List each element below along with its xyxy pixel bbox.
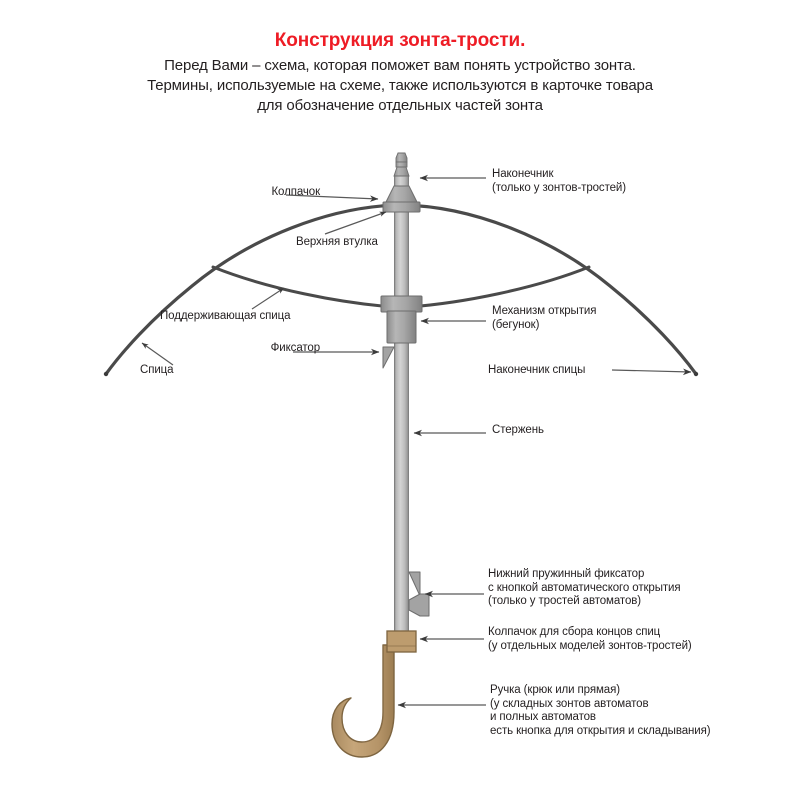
leader-podderzh: [252, 288, 284, 309]
page-title: Конструкция зонта-трости.: [274, 30, 526, 51]
label-kolpachok-sbora-line-2: (у отдельных моделей зонтов-тростей): [488, 639, 692, 652]
label-ruchka-line-3: и полных автоматов: [490, 711, 596, 723]
label-naconechnik-line-1: Наконечник: [492, 168, 554, 180]
label-spica: [140, 364, 173, 378]
label-mehanizm-otkrytiya: [492, 305, 596, 332]
label-verhnyaya-vtulka: [296, 236, 378, 250]
label-ruchka-line-4: есть кнопка для открытия и складывания): [490, 724, 711, 737]
label-ruchka-line-1: Ручка (крюк или прямая): [490, 684, 620, 696]
label-ruchka-line-2: (у складных зонтов автоматов: [490, 697, 649, 710]
label-podderzhivayushchaya-spica: [160, 310, 290, 324]
label-kolpachok-sbora: [488, 626, 692, 653]
top-cap: [383, 186, 420, 212]
tip-collecting-cap: [387, 631, 416, 652]
label-nizhniy-fiksator: [488, 568, 681, 609]
intro-line-2: Термины, используемые на схеме, также используются в карточке товара: [147, 77, 653, 94]
hook-handle: [332, 645, 394, 757]
label-nizhniy-fiksator-line-2: с кнопкой автоматического открытия: [488, 581, 681, 594]
shaft: [394, 175, 409, 643]
label-ruchka: [490, 684, 710, 738]
label-sterzhen: [492, 424, 544, 438]
intro-line-1: Перед Вами – схема, которая поможет вам понять устройство зонта.: [164, 57, 636, 74]
label-nakonechnik-spicy-line-1: Наконечник спицы: [488, 364, 586, 376]
leader-nakon-spicy: [612, 370, 691, 372]
label-fiksator: [170, 342, 320, 356]
label-kolpachok-sbora-line-1: Колпачок для сбора концов спиц: [488, 626, 661, 638]
label-kolpachok-line-1: Колпачок: [271, 186, 320, 198]
intro-line-3: для обозначение отдельных частей зонта: [257, 97, 543, 114]
label-naconechnik-line-2: (только у зонтов-тростей): [492, 181, 626, 194]
label-mehanizm-otkrytiya-line-2: (бегунок): [492, 318, 540, 331]
runner-mechanism: [381, 296, 422, 343]
label-podderzhivayushchaya-spica-line-1: Поддерживающая спица: [160, 310, 291, 322]
label-mehanizm-otkrytiya-line-1: Механизм открытия: [492, 305, 597, 317]
leader-spica: [142, 343, 173, 365]
label-sterzhen-line-1: Стержень: [492, 424, 544, 436]
label-spica-line-1: Спица: [140, 364, 174, 376]
upper-catch: [383, 347, 394, 368]
label-naconechnik: [492, 168, 626, 195]
label-nakonechnik-spicy: [488, 364, 585, 378]
label-fiksator-line-1: Фиксатор: [270, 342, 320, 354]
label-verhnyaya-vtulka-line-1: Верхняя втулка: [296, 236, 378, 248]
finial-tip: [394, 153, 409, 176]
label-kolpachok: [160, 186, 320, 200]
label-nizhniy-fiksator-line-3: (только у тростей автоматов): [488, 595, 641, 607]
label-nizhniy-fiksator-line-1: Нижний пружинный фиксатор: [488, 568, 645, 580]
